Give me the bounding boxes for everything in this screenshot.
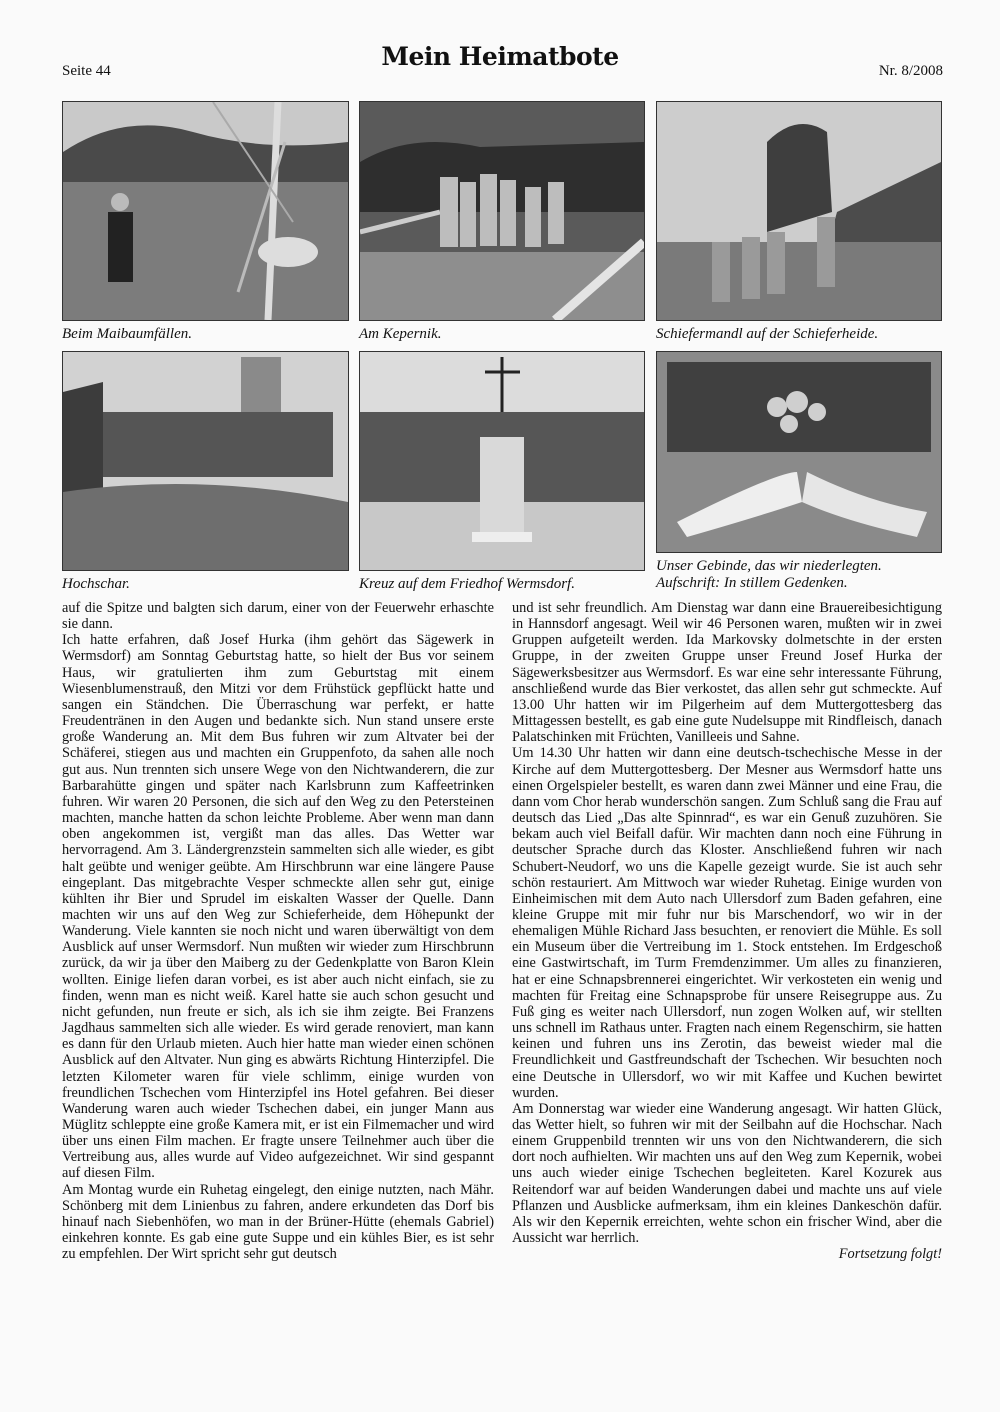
photo-maibaum bbox=[62, 101, 349, 321]
photo-gebinde bbox=[656, 351, 942, 553]
article-paragraph: auf die Spitze und balgten sich darum, einer von der Feuerwehr erhaschte sie dann. bbox=[62, 600, 494, 633]
photo-kreuz bbox=[359, 351, 645, 571]
photo-kepernik bbox=[359, 101, 645, 321]
article-paragraph: Am Donnerstag war wieder eine Wanderung angesagt. Wir hatten Glück, das Wetter hielt, so fuhren wir mit der Seilbahn auf die Hochschar. Nach einem Gruppenbild trennten wir uns von den Nichtwanderern, die sich dort noch aufhielten. Wir machten uns auf den Weg zum Kepernik, wobei uns auch wieder einige Tschechen begleiteten. Karel Kozurek aus Reitendorf war auf beiden Wanderungen dabei und machte uns auf viele Pflanzen und Ausblicke aufmerksam, ihm ein kleines Dankeschön dafür. Als wir den Kepernik erreichten, wehte schon ein frischer Wind, aber die Aussicht war herrlich. bbox=[512, 1100, 942, 1247]
photo-caption: Unser Gebinde, das wir niederlegten. Aufschrift: In stillem Gedenken. bbox=[656, 558, 882, 591]
article-paragraph: Um 14.30 Uhr hatten wir dann eine deutsch-tschechische Messe in der Kirche auf dem Muttergottesberg. Der Mesner aus Wermsdorf hatte uns einen Orgelspieler bestellt, es waren dann zwei Männer und eine Frau, die dann vom Chor herab wunderschön sangen. Zum Schluß sang die Frau auf deutsch das Lied „Das alte Spinnrad“, es war ein Genuß zuzuhören. Sie bekam auch viel Beifall dafür. Wir machten dann noch eine Führung in deutscher Sprache durch das Kloster. Anschließend fuhren wir nach Schubert-Neudorf, wo uns die Kapelle gezeigt wurde. Sie ist auch sehr schön restauriert. Am Mittwoch war wieder Ruhetag. Einige wurden von Einheimischen mit dem Auto nach Ullersdorf zum Baden gefahren, eine kleine Gruppe mit mir fuhr nur bis Marschendorf, wo wir in der ehemaligen Mühle Richard Jass besuchten, er renoviert die Mühle. Es soll ein Museum über die Vertreibung im 1. Stock entstehen. Im Erdgeschoß eine Gastwirtschaft, im Turm Fremdenzimmer. Um alles zu finanzieren, hat er eine Schnapsbrennerei eingerichtet. Wir verkosteten ein wenig und machten für Freitag eine Schnapsprobe für unsere Reisegruppe aus. Zu Fuß ging es weiter nach Ullersdorf, nun zogen Wolken auf, wir stellten uns schnell im Rathaus unter. Fragten nach einem Regenschirm, sie hatten keinen und fuhren uns ins Zerotin, das beweist wieder mal die Freundlichkeit und Gastfreundschaft der Tschechen. Wir besuchten noch eine Deutsche in Ullersdorf, wo wir mit Kaffee und Kuchen bewirtet wurden. bbox=[512, 745, 942, 1101]
photo-schiefermandl bbox=[656, 101, 942, 321]
article-column-left bbox=[62, 600, 494, 1262]
photo-caption: Beim Maibaumfällen. bbox=[62, 326, 192, 342]
continuation-note: Fortsetzung folgt! bbox=[838, 1246, 942, 1263]
article-paragraph: und ist sehr freundlich. Am Dienstag war dann eine Brauereibesichtigung in Hannsdorf angesagt. Weil wir 46 Personen waren, mußten wir in zwei Gruppen aufgeteilt werden. Ida Markovsky dolmetschte in der ersten Gruppe, in der zweiten Gruppe unser Freund Josef Hurka der Sägewerksbesitzer aus Wermsdorf. Es war eine sehr interessante Führung, anschließend wurde das Bier verkostet, das allen sehr gut schmeckte. Auf 13.00 Uhr hatten wir im Pilgerheim auf dem Muttergottesberg das Mittagessen bestellt, es gab eine gute Nudelsuppe mit Rindfleisch, danach Palatschinken mit Früchten, Vanilleeis und Sahne. bbox=[512, 600, 942, 746]
issue-number: Nr. 8/2008 bbox=[878, 63, 943, 79]
article-paragraph: Am Montag wurde ein Ruhetag eingelegt, den einige nutzten, nach Mähr. Schönberg mit dem Linienbus zu fahren, andere erkundeten das Dorf bis hinauf nach Siebenhöfen, wo man in der Brüner-Hütte (ehemals Gabriel) einkehren konnte. Es gab eine gute Suppe und ein kühles Bier, es ist sehr zu empfehlen. Der Wirt spricht sehr gut deutsch bbox=[62, 1181, 494, 1263]
photo-hochschar bbox=[62, 351, 349, 571]
page-number: Seite 44 bbox=[62, 63, 111, 79]
article-paragraph: Ich hatte erfahren, daß Josef Hurka (ihm gehört das Sägewerk in Wermsdorf) am Sonntag Geburtstag hatte, so hielt der Bus vor seinem Haus, wir gratulierten ihm zum Geburtstag mit einem Wiesenblumenstrauß, den Mitzi vor dem Frühstück gepflückt hatte und sangen ein Ständchen. Die Überraschung war perfekt, er hatte Freudentränen in den Augen und bedankte sich. Nun stand unsere erste große Wanderung an. Mit dem Bus fuhren wir zum Altvater bei der Schäferei, stiegen aus und machten ein Gruppenfoto, da sahen alle noch gut aus. Nun trennten sich unsere Wege von den Nichtwanderern, die zur Barbarahütte gingen und später nach Karlsbrunn zum Kaffeetrinken fuhren. Wir waren 20 Personen, die sich auf den Weg zu den Petersteinen machten, manche hatten da schon leichte Probleme. Aber wenn man dann oben angekommen ist, vergißt man das alles. Das Wetter war hervorragend. Am 3. Ländergrenzstein sammelten sich alle wieder, es gibt halt geübte und weniger geübte. Am Hirschbrunn war eine längere Pause eingeplant. Das mitgebrachte Vesper schmeckte allen sehr gut, einige kühlten ihr Bier und Sprudel im eiskalten Wasser der Quelle. Dann machten wir uns auf den Weg zur Schieferheide, dem Höhepunkt der Wanderung. Viele kannten sie noch nicht und waren überwältigt von dem Ausblick auf unser Wermsdorf. Nun mußten wir wieder zum Hirschbrunn zurück, da wir ja über den Maiberg zu der Gedenkplatte von Baron Klein wollten. Einige liefen daran vorbei, es ist aber auch nicht einfach, sie zu finden, wenn man es nicht weiß. Karel hatte sie auch schon gesucht und nicht gefunden, nun freute er sich, als ich sie ihm zeigte. Bei Franzens Jagdhaus sammelten sich alle wieder. Es wird gerade renoviert, man kann es dann für den Urlaub mieten. Auch hier hatte man wieder einen schönen Ausblick auf den Altvater. Nun ging es abwärts Richtung Hinterzipfel. Die letzten Kilometer waren für viele schlimm, einige wurden von freundlichen Tschechen vom Hinterzipfel ins Hotel gefahren. Bei dieser Wanderung waren auch wieder Tschechen dabei, ein junger Mann aus Müglitz schleppte eine große Kamera mit, er ist ein Filmemacher und wird über uns einen Film machen. Er fragte unsere Teilnehmer auch über die Vertreibung aus, alles wurde auf Video aufgezeichnet. Wir sind gespannt auf diesen Film. bbox=[62, 632, 494, 1182]
photo-caption: Schiefermandl auf der Schieferheide. bbox=[656, 326, 879, 342]
photo-caption: Hochschar. bbox=[62, 576, 130, 592]
photo-caption: Kreuz auf dem Friedhof Wermsdorf. bbox=[359, 576, 575, 592]
photo-caption: Am Kepernik. bbox=[359, 326, 442, 342]
article-column-right bbox=[512, 600, 942, 1262]
masthead-logo: Mein Heimatbote bbox=[381, 42, 619, 71]
